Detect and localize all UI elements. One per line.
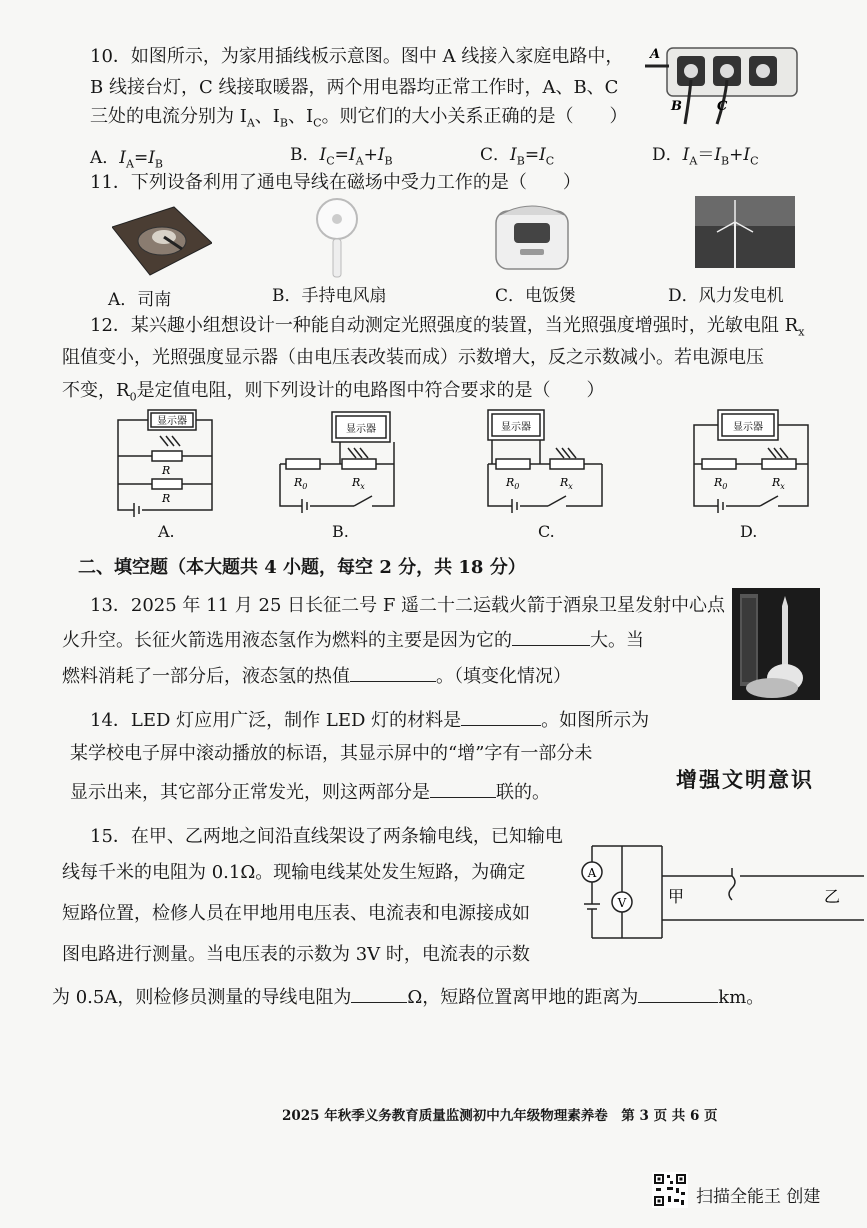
circuit-b-rx: $R_x$ bbox=[352, 476, 365, 491]
q12-line2: 阻值变小，光照强度显示器（由电压表改装而成）示数增大，反之示数减小。若电源电压 bbox=[62, 347, 764, 368]
qr-code-icon bbox=[652, 1172, 688, 1208]
q12-option-b: B. bbox=[332, 522, 349, 541]
fig-label-b: B bbox=[671, 99, 682, 114]
q10-option-c: C．$I_B=I_C$ bbox=[480, 145, 555, 168]
circuit-b-display-label: 显示器 bbox=[346, 424, 376, 435]
scanner-watermark: 扫描全能王 创建 bbox=[696, 1187, 821, 1207]
q11-option-d: D．风力发电机 bbox=[668, 286, 784, 306]
q12-option-c: C. bbox=[538, 522, 555, 541]
q15-line1: 15．在甲、乙两地之间沿直线架设了两条输电线，已知输电 bbox=[90, 826, 563, 847]
q13-line1: 13．2025 年 11 月 25 日长征二号 F 遥二十二运载火箭于酒泉卫星发射中心点 bbox=[90, 595, 726, 616]
q11-option-b: B．手持电风扇 bbox=[272, 286, 387, 306]
q15-line2: 线每千米的电阻为 0.1Ω。现输电线某处发生短路，为确定 bbox=[62, 862, 526, 883]
q15-line3: 短路位置，检修人员在甲地用电压表、电流表和电源接成如 bbox=[62, 903, 530, 924]
q14-line2: 某学校电子屏中滚动播放的标语，其显示屏中的“增”字有一部分未 bbox=[70, 743, 593, 764]
q13-line2: 火升空。长征火箭选用液态氢作为燃料的主要是因为它的 大。当 bbox=[62, 630, 644, 651]
place-jia-label: 甲 bbox=[668, 887, 685, 906]
ammeter-symbol: A bbox=[587, 866, 597, 880]
voltmeter-symbol: V bbox=[617, 896, 627, 910]
circuit-d-rx: $R_x$ bbox=[772, 476, 785, 491]
q10-option-d: D．$I_A=I_B+I_C$ bbox=[652, 145, 759, 168]
section-2-title: 二、填空题（本大题共 4 小题，每空 2 分，共 18 分） bbox=[78, 557, 526, 578]
q12-option-d: D. bbox=[740, 522, 758, 541]
q10-line3: 三处的电流分别为 $I_A$、$I_B$、$I_C$。则它们的大小关系正确的是（ ） bbox=[90, 106, 628, 130]
circuit-b-r0: $R_0$ bbox=[294, 476, 308, 491]
wind-turbine-image bbox=[695, 196, 795, 268]
q12-line3: 不变，$R_0$是定值电阻，则下列设计的电路图中符合要求的是（ ） bbox=[62, 380, 605, 404]
q10-option-b: B．$I_C=I_A+I_B$ bbox=[290, 145, 393, 168]
fig-label-a: A bbox=[650, 47, 661, 62]
q14-line1: 14．LED 灯应用广泛，制作 LED 灯的材料是 。如图所示为 bbox=[90, 710, 650, 731]
slogan-display: 增强文明意识 bbox=[676, 768, 814, 792]
power-strip-figure bbox=[645, 40, 805, 130]
circuit-d bbox=[690, 408, 814, 520]
circuit-a bbox=[108, 406, 220, 518]
circuit-a-display-label: 显示器 bbox=[157, 416, 187, 427]
circuit-a-r0: R bbox=[162, 492, 171, 505]
rocket-launch-photo bbox=[732, 588, 820, 700]
q12-option-a: A. bbox=[158, 522, 175, 541]
hand-fan-image bbox=[312, 195, 362, 283]
page-footer: 2025 年秋季义务教育质量监测初中九年级物理素养卷 第 3 页 共 6 页 bbox=[282, 1108, 718, 1124]
circuit-a-rx: R bbox=[162, 464, 171, 477]
circuit-d-r0: $R_0$ bbox=[714, 476, 728, 491]
q11-option-c: C．电饭煲 bbox=[495, 286, 577, 306]
q15-line4: 图电路进行测量。当电压表的示数为 3V 时，电流表的示数 bbox=[62, 944, 530, 965]
q13-line3: 燃料消耗了一部分后，液态氢的热值 。（填变化情况） bbox=[62, 666, 571, 687]
q15-line5: 为 0.5A，则检修员测量的导线电阻为 Ω，短路位置离甲地的距离为 km。 bbox=[52, 987, 765, 1008]
q10-line1: 10．如图所示，为家用插线板示意图。图中 A 线接入家庭电路中， bbox=[90, 46, 624, 67]
fig-label-c: C bbox=[717, 99, 728, 114]
q11-option-a: A．司南 bbox=[108, 290, 172, 310]
compass-spoon-image bbox=[112, 205, 212, 277]
transmission-line-circuit bbox=[572, 838, 864, 948]
q10-line2: B 线接台灯，C 线接取暖器，两个用电器均正常工作时，A、B、C bbox=[90, 77, 619, 98]
q10-option-a: A．$I_A=I_B$ bbox=[90, 148, 164, 171]
rice-cooker-image bbox=[492, 197, 572, 273]
circuit-c-rx: $R_x$ bbox=[560, 476, 573, 491]
circuit-c bbox=[484, 408, 608, 520]
circuit-d-display-label: 显示器 bbox=[733, 422, 763, 433]
circuit-c-display-label: 显示器 bbox=[501, 422, 531, 433]
circuit-b bbox=[276, 410, 400, 520]
q11-stem: 11．下列设备利用了通电导线在磁场中受力工作的是（ ） bbox=[90, 172, 581, 193]
q14-line3: 显示出来，其它部分正常发光，则这两部分是 联的。 bbox=[70, 782, 550, 803]
q12-line1: 12．某兴趣小组想设计一种能自动测定光照强度的装置，当光照强度增强时，光敏电阻 $R_x$ bbox=[90, 315, 805, 339]
place-yi-label: 乙 bbox=[824, 887, 841, 906]
circuit-c-r0: $R_0$ bbox=[506, 476, 520, 491]
